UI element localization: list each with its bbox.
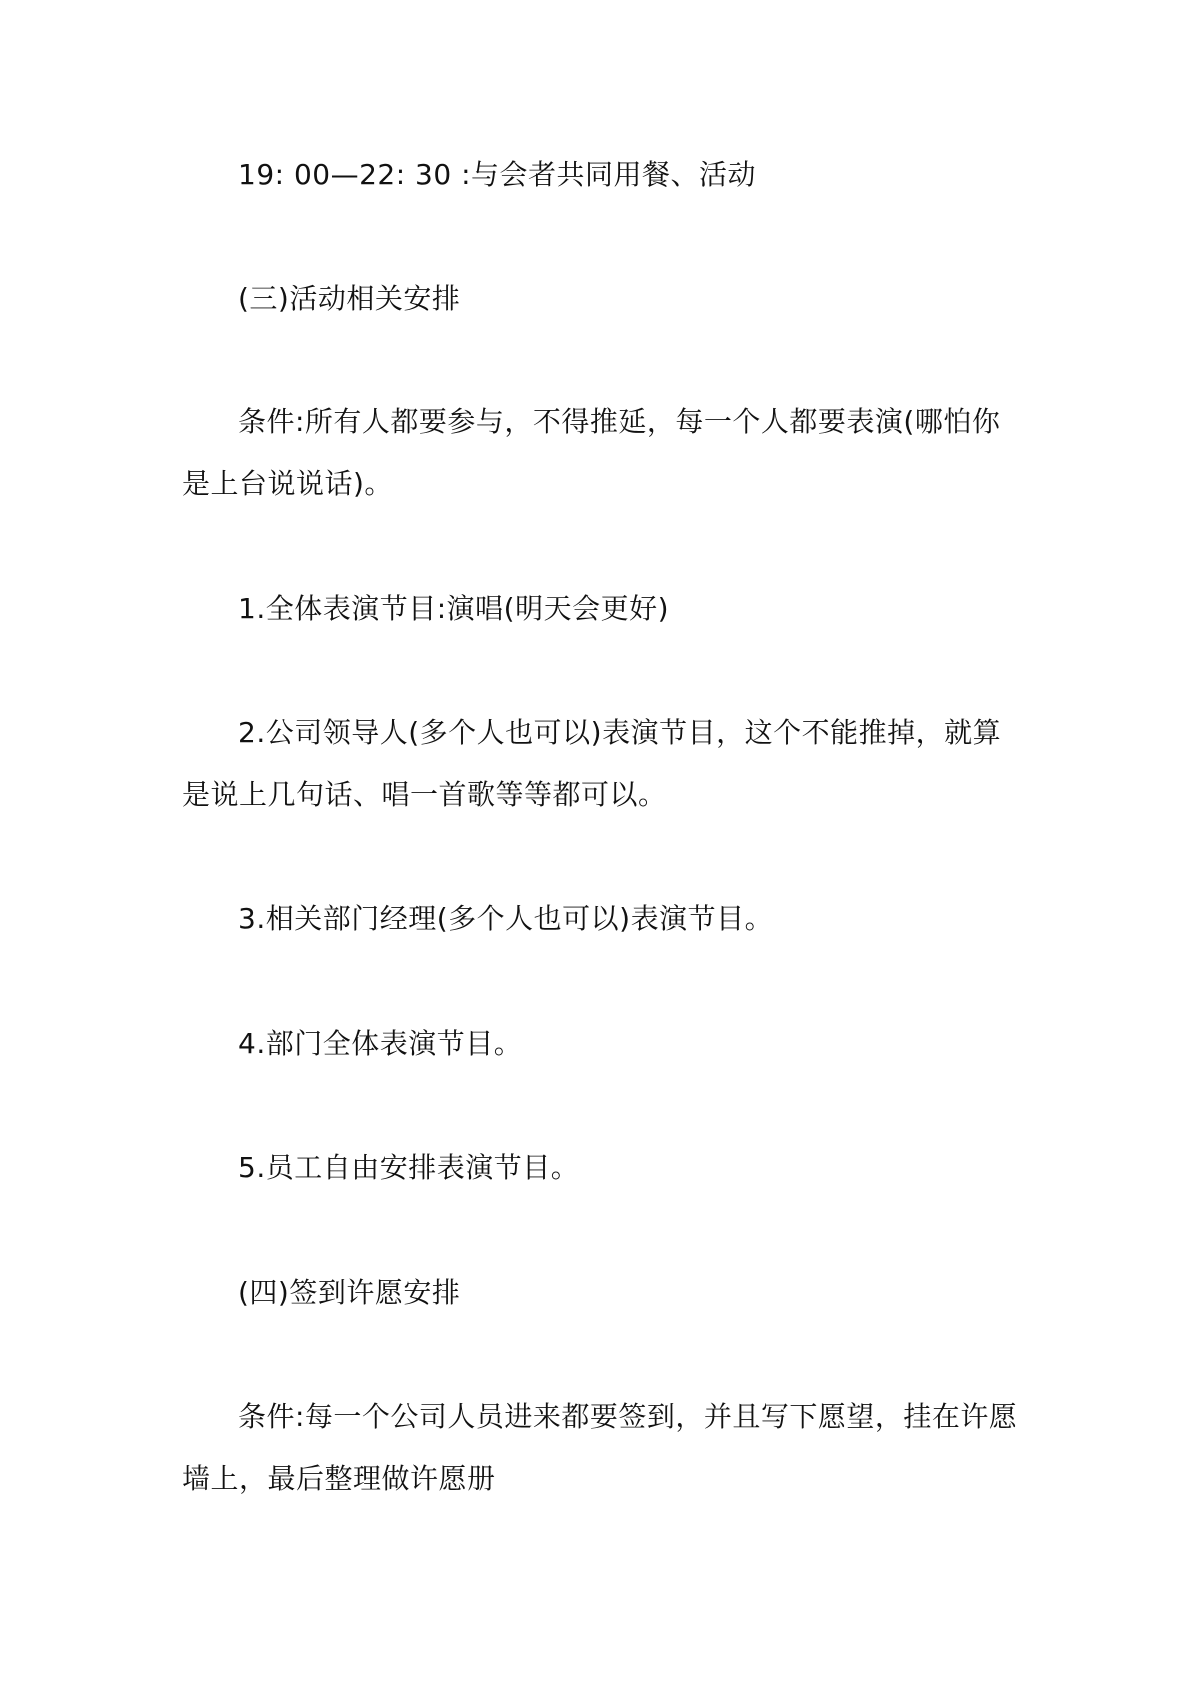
activity-conditions-paragraph: 条件:所有人都要参与，不得推延，每一个人都要表演(哪怕你是上台说说话)。 [182, 405, 1001, 500]
list-item-1: 1.全体表演节目:演唱(明天会更好) [238, 592, 669, 625]
list-item-4: 4.部门全体表演节目。 [238, 1027, 523, 1060]
list-item-2: 2.公司领导人(多个人也可以)表演节目，这个不能推掉，就算是说上几句话、唱一首歌等等都可以。 [182, 716, 1002, 811]
schedule-dinner-line: 19: 00—22: 30 :与会者共同用餐、活动 [238, 158, 757, 191]
section-heading-activity-arrangements: (三)活动相关安排 [238, 282, 461, 315]
section-heading-signin-wishes: (四)签到许愿安排 [238, 1276, 461, 1309]
list-item-3: 3.相关部门经理(多个人也可以)表演节目。 [238, 902, 774, 935]
signin-conditions-paragraph: 条件:每一个公司人员进来都要签到，并且写下愿望，挂在许愿墙上，最后整理做许愿册 [182, 1400, 1018, 1495]
list-item-5: 5.员工自由安排表演节目。 [238, 1151, 580, 1184]
